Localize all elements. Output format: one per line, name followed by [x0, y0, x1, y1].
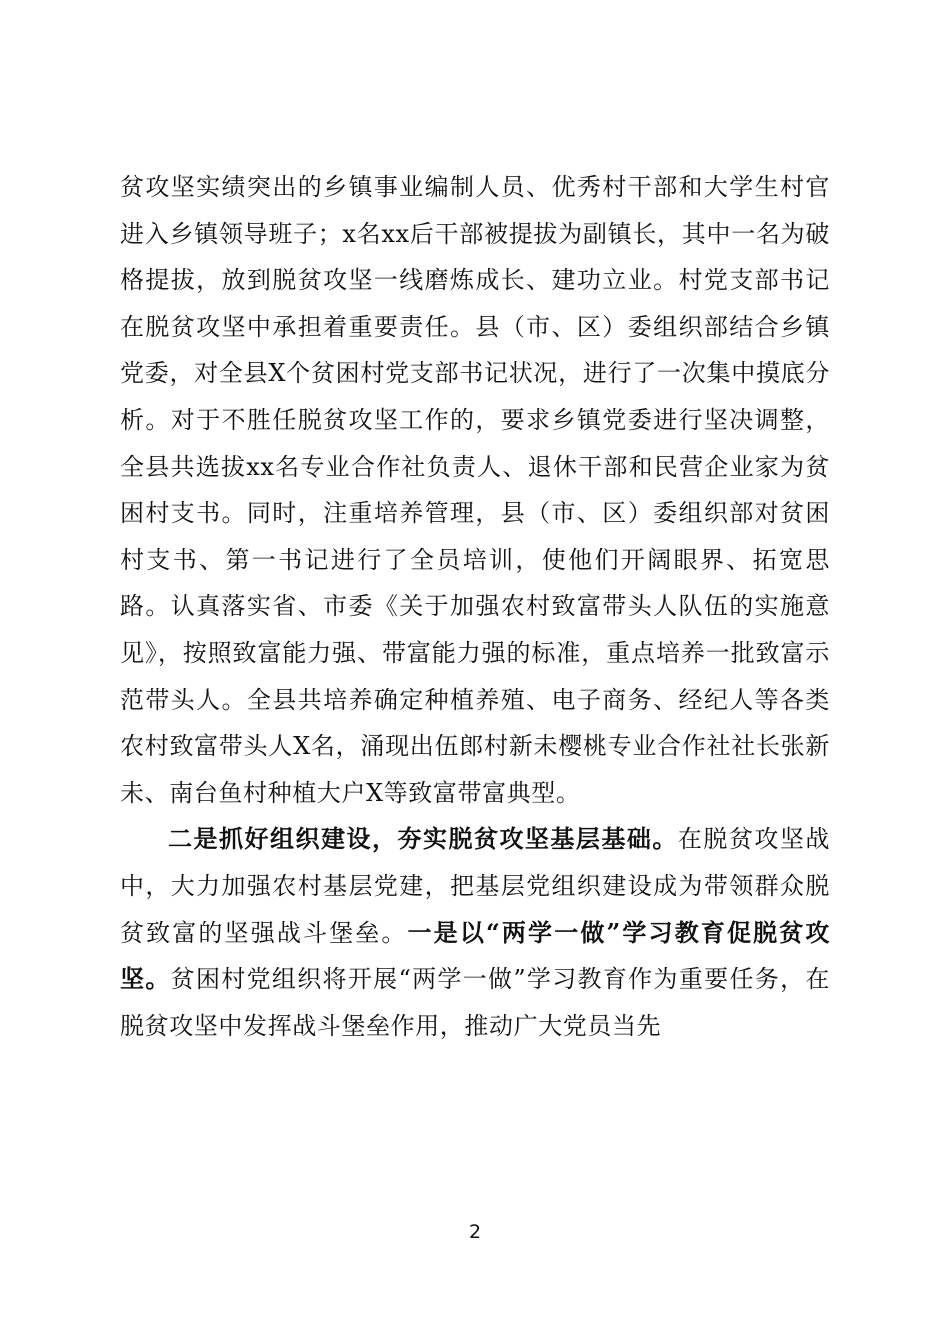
- paragraph-2-text-continued: 贫困村党组织将开展“两学一做”学习教育作为重要任务，在脱贫攻坚中发挥战斗堡垒作用，推动广大党员当先: [120, 965, 830, 1040]
- document-body: [120, 164, 830, 1049]
- paragraph-1: [120, 164, 830, 816]
- paragraph-1-text: 贫攻坚实绩突出的乡镇事业编制人员、优秀村干部和大学生村官进入乡镇领导班子；x名xx后干部被提拔为副镇长，其中一名为破格提拔，放到脱贫攻坚一线磨炼成长、建功立业。村党支部书记在脱贫攻坚中承担着重要责任。县（市、区）委组织部结合乡镇党委，对全县X个贫困村党支部书记状况，进行了一次集中摸底分析。对于不胜任脱贫攻坚工作的，要求乡镇党委进行坚决调整，全县共选拔xx名专业合作社负责人、退休干部和民营企业家为贫困村支书。同时，注重培养管理，县（市、区）委组织部对贫困村支书、第一书记进行了全员培训，使他们开阔眼界、拓宽思路。认真落实省、市委《关于加强农村致富带头人队伍的实施意见》，按照致富能力强、带富能力强的标准，重点培养一批致富示范带头人。全县共培养确定种植养殖、电子商务、经纪人等各类农村致富带头人X名，涌现出伍郎村新未樱桃专业合作社社长张新未、南台鱼村种植大户X等致富带富典型。: [120, 173, 830, 807]
- paragraph-2-heading: 二是抓好组织建设，夯实脱贫攻坚基层基础。: [168, 824, 678, 854]
- paragraph-2-subheading: 一是以“两学一做”学习教育促脱贫攻坚。: [120, 917, 830, 994]
- page-number: 2: [468, 1221, 482, 1243]
- paragraph-2-text: 在脱贫攻坚战中，大力加强农村基层党建，把基层党组织建设成为带领群众脱贫致富的坚强战斗堡垒。: [120, 825, 830, 947]
- paragraph-2: [120, 816, 830, 1049]
